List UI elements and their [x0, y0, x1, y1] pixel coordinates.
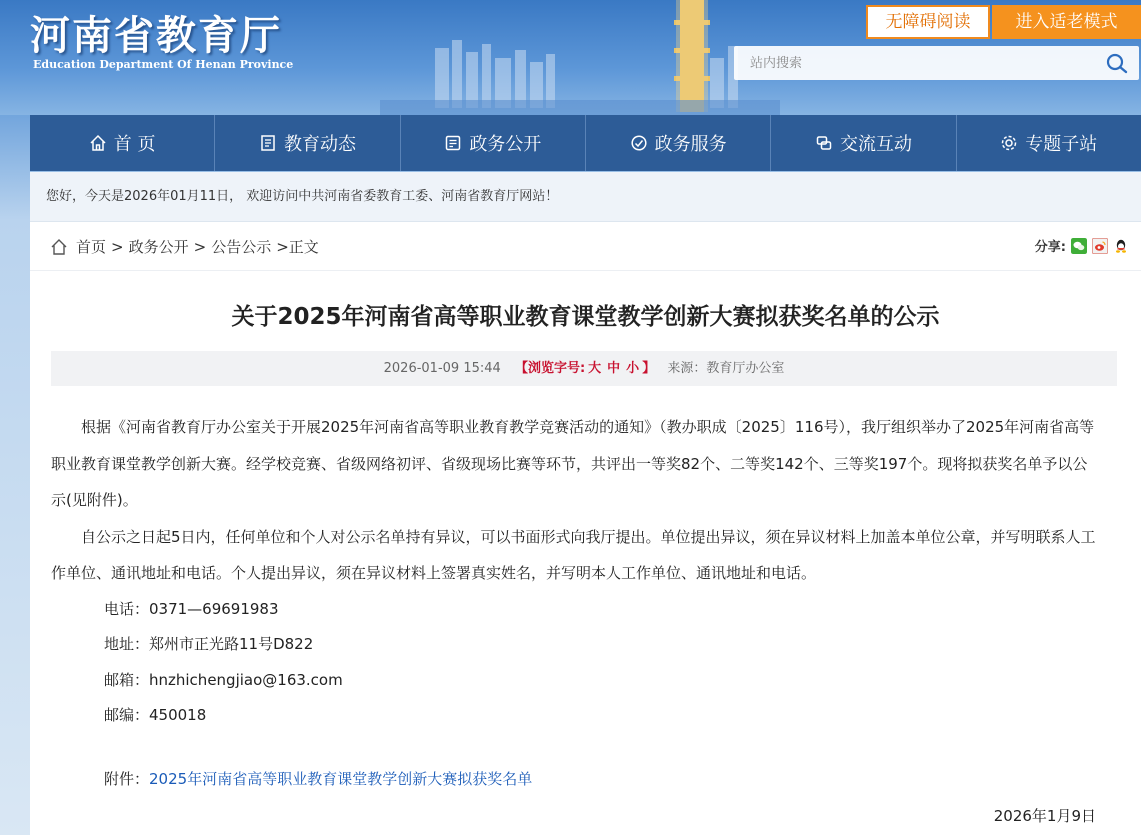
contact-postcode: 邮编：450018: [104, 706, 207, 724]
font-size-small-button[interactable]: 小: [626, 361, 640, 376]
share-label: 分享:: [1034, 240, 1066, 255]
breadcrumb-home-link[interactable]: 首页: [76, 238, 107, 256]
contact-address: 地址：郑州市正光路11号D822: [104, 635, 314, 653]
share-bar: [1035, 236, 1129, 255]
breadcrumb-current: >正文: [276, 238, 319, 256]
welcome-bar: 您好，今天是2026年01月11日， 欢迎访问中共河南省委教育工委、河南省教育厅网站！: [30, 172, 1141, 222]
home-icon: [50, 238, 68, 256]
nav-item-special-sites[interactable]: [957, 115, 1141, 171]
wechat-icon[interactable]: [1071, 238, 1087, 254]
nav-item-home[interactable]: [30, 115, 215, 171]
site-header: [0, 0, 1141, 115]
search-input[interactable]: [734, 46, 1084, 80]
article-title: 关于2025年河南省高等职业教育课堂教学创新大赛拟获奖名单的公示: [231, 304, 940, 330]
breadcrumb-announcements-link[interactable]: 公告公示: [211, 238, 272, 256]
chat-icon: [815, 134, 833, 152]
nav-item-label: 政务服务: [654, 134, 727, 155]
divider: [30, 270, 1141, 271]
article-paragraph: 根据《河南省教育厅办公室关于开展2025年河南省高等职业教育教学竞赛活动的通知》（教办职成〔2025〕116号），我厅组织举办了2025年河南省高等职业教育课堂教学创新大赛。经学校竞赛、省级网络初评、省级现场比赛等环节，共评出一等奖82个、二等奖142个、三等奖197个。现将拟获奖名单予以公示(见附件)。: [51, 418, 1095, 509]
nav-item-label: 教育动态: [283, 134, 356, 155]
article-body: [51, 409, 1101, 734]
font-size-bracket: 】: [642, 361, 656, 376]
qq-icon[interactable]: [1113, 238, 1129, 254]
attachment-label: 附件：: [104, 770, 150, 788]
attachment-link[interactable]: 2025年河南省高等职业教育课堂教学创新大赛拟获奖名单: [149, 770, 533, 788]
nav-item-label: 政务公开: [469, 134, 542, 155]
nav-item-interaction[interactable]: [771, 115, 956, 171]
article-paragraph: 自公示之日起5日内，任何单位和个人对公示名单持有异议，可以书面形式向我厅提出。单位提出异议，须在异议材料上加盖本单位公章，并写明联系人工作单位、通讯地址和电话。个人提出异议，须在异议材料上签署真实姓名，并写明本人工作单位、通讯地址和电话。: [51, 527, 1096, 582]
article-source: 来源：教育厅办公室: [667, 361, 785, 376]
nav-item-label: 首 页: [113, 134, 156, 155]
gear-icon: [1000, 134, 1018, 152]
elder-mode-button[interactable]: 进入适老模式: [992, 5, 1141, 39]
skyline-banner-image: [380, 0, 780, 115]
weibo-icon[interactable]: [1092, 238, 1108, 254]
contact-email: 邮箱：hnzhichengjiao@163.com: [104, 670, 343, 689]
accessibility-button[interactable]: 无障碍阅读: [866, 5, 990, 39]
site-logo-subtitle: Education Department Of Henan Province: [33, 58, 294, 71]
search-box: [734, 46, 1139, 80]
article-panel: [30, 222, 1141, 835]
news-icon: [259, 134, 277, 152]
search-icon[interactable]: [1105, 52, 1129, 74]
breadcrumb-separator: >: [193, 237, 207, 256]
document-icon: [444, 134, 462, 152]
breadcrumb-government-affairs-link[interactable]: 政务公开: [128, 238, 189, 256]
attachment-row: [104, 768, 532, 789]
nav-item-label: 交流互动: [839, 134, 912, 155]
nav-item-government-affairs[interactable]: [401, 115, 586, 171]
contact-phone: 电话：0371—69691983: [104, 599, 279, 618]
publish-datetime: 2026-01-09 15:44: [383, 361, 501, 376]
nav-item-label: 专题子站: [1025, 134, 1098, 155]
nav-item-education-news[interactable]: [215, 115, 400, 171]
font-size-large-button[interactable]: 大: [588, 361, 602, 376]
breadcrumb: [50, 236, 319, 257]
article-meta-bar: [51, 351, 1117, 386]
site-logo-title: 河南省教育厅: [30, 12, 282, 59]
font-size-label: 【浏览字号:: [514, 361, 586, 376]
font-size-medium-button[interactable]: 中: [607, 361, 621, 376]
main-nav: [30, 115, 1141, 171]
home-icon: [89, 134, 107, 152]
breadcrumb-separator: >: [111, 237, 124, 256]
signature-date: 2026年1月9日: [993, 807, 1096, 825]
service-icon: [630, 134, 648, 152]
nav-item-government-service[interactable]: [586, 115, 771, 171]
